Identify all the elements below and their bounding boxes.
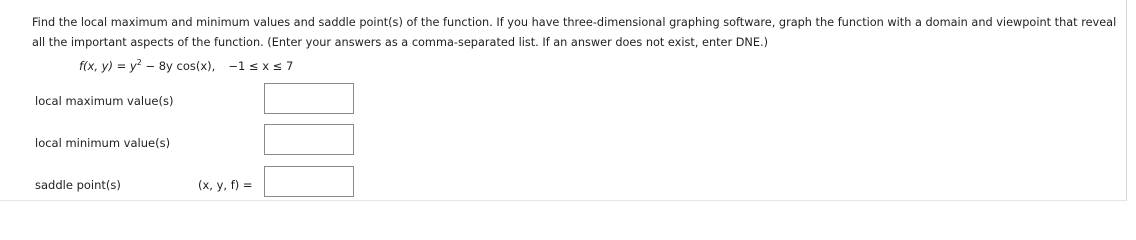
function-rhs: − 8y cos(x), (141, 59, 216, 73)
function-domain: −1 ≤ x ≤ 7 (228, 59, 294, 73)
saddle-point-prefix: (x, y, f) = (198, 178, 253, 192)
local-max-label: local maximum value(s) (35, 94, 174, 108)
local-min-input[interactable] (264, 124, 354, 155)
saddle-point-label: saddle point(s) (35, 178, 121, 192)
function-exponent: 2 (136, 58, 142, 67)
saddle-point-input[interactable] (264, 166, 354, 197)
function-lhs: f(x, y) = y (79, 59, 137, 73)
problem-instructions: Find the local maximum and minimum values and saddle point(s) of the function. If you have three-dimensional graphing software, graph the function with a domain and viewpoint that reveal all the important aspects of the function. (Enter your answers as a comma-separated list. If an answer does not exist, enter DNE.) (32, 16, 1117, 49)
local-min-label: local minimum value(s) (35, 136, 171, 150)
local-max-input[interactable] (264, 83, 354, 114)
function-definition (79, 58, 293, 74)
